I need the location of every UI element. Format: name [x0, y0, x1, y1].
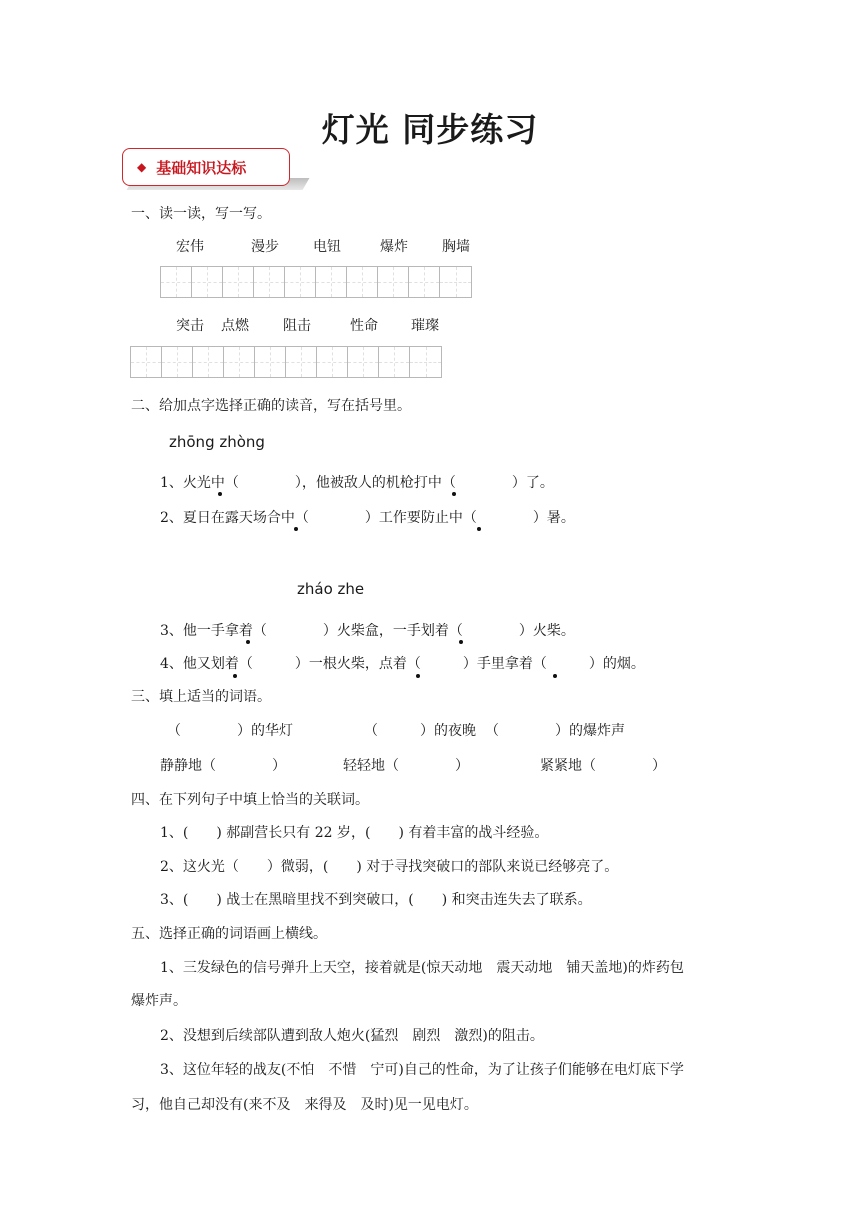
- grid-cell[interactable]: [440, 267, 471, 297]
- q2-pinyin-2: zháo zhe: [297, 580, 365, 598]
- q1-word-2: 漫步: [251, 239, 279, 255]
- emphasis-dot: [459, 640, 463, 644]
- emphasis-dot: [294, 527, 298, 531]
- emphasis-dot: [233, 674, 237, 678]
- q2-pinyin-1: zhōng zhòng: [169, 433, 265, 451]
- emphasis-dot: [416, 674, 420, 678]
- q4-line-1: 1、( ) 郝副营长只有 22 岁，( ) 有着丰富的战斗经验。: [160, 825, 549, 841]
- badge-label: 基础知识达标: [156, 158, 247, 177]
- q2-line-2: 2、夏日在露天场合中（ ）工作要防止中（ ）暑。: [160, 510, 575, 526]
- grid-cell[interactable]: [410, 347, 441, 377]
- diamond-icon: ◆: [137, 160, 147, 174]
- emphasis-dot: [246, 640, 250, 644]
- q1-heading: 一、读一读，写一写。: [131, 206, 271, 222]
- q5-line-1a: 1、三发绿色的信号弹升上天空，接着就是(惊天动地 震天动地 铺天盖地)的炸药包: [160, 960, 684, 976]
- q3-item-1: （ ）的华灯: [167, 723, 293, 739]
- q4-line-2: 2、这火光（ ）微弱，( ) 对于寻找突破口的部队来说已经够亮了。: [160, 859, 619, 875]
- q5-line-1b: 爆炸声。: [131, 993, 187, 1009]
- q2-heading: 二、给加点字选择正确的读音，写在括号里。: [131, 398, 411, 414]
- q1-word-4: 爆炸: [380, 239, 408, 255]
- section-badge: [122, 148, 306, 190]
- q3-item-5: 轻轻地（ ）: [343, 758, 469, 774]
- q1-word-10: 璀璨: [411, 318, 439, 334]
- q3-item-3: （ ）的爆炸声: [485, 723, 625, 739]
- q3-heading: 三、填上适当的词语。: [131, 689, 271, 705]
- grid-cell[interactable]: [161, 267, 192, 297]
- grid-cell[interactable]: [347, 267, 378, 297]
- q1-word-1: 宏伟: [176, 239, 204, 255]
- q3-item-4: 静静地（ ）: [160, 758, 286, 774]
- grid-cell[interactable]: [348, 347, 379, 377]
- grid-cell[interactable]: [317, 347, 348, 377]
- grid-cell[interactable]: [379, 347, 410, 377]
- grid-cell[interactable]: [223, 267, 254, 297]
- q4-heading: 四、在下列句子中填上恰当的关联词。: [131, 792, 369, 808]
- q1-word-6: 突击: [176, 318, 204, 334]
- emphasis-dot: [477, 527, 481, 531]
- emphasis-dot: [553, 674, 557, 678]
- grid-cell[interactable]: [378, 267, 409, 297]
- grid-cell[interactable]: [224, 347, 255, 377]
- grid-cell[interactable]: [285, 267, 316, 297]
- grid-cell[interactable]: [254, 267, 285, 297]
- q5-line-3a: 3、这位年轻的战友(不怕 不惜 宁可)自己的性命，为了让孩子们能够在电灯底下学: [160, 1062, 684, 1078]
- q3-item-2: （ ）的夜晚: [364, 723, 476, 739]
- grid-cell[interactable]: [316, 267, 347, 297]
- grid-cell[interactable]: [286, 347, 317, 377]
- badge-box: [122, 148, 290, 186]
- q1-word-9: 性命: [350, 318, 378, 334]
- q1-word-7: 点燃: [221, 318, 249, 334]
- emphasis-dot: [452, 492, 456, 496]
- writing-grid-row1[interactable]: [160, 266, 472, 298]
- q1-word-3: 电钮: [313, 239, 341, 255]
- writing-grid-row2[interactable]: [130, 346, 442, 378]
- q5-line-3b: 习，他自己却没有(来不及 来得及 及时)见一见电灯。: [131, 1097, 478, 1113]
- page-title: 灯光 同步练习: [321, 110, 539, 149]
- grid-cell[interactable]: [255, 347, 286, 377]
- emphasis-dot: [218, 492, 222, 496]
- q3-item-6: 紧紧地（ ）: [540, 758, 666, 774]
- grid-cell[interactable]: [193, 347, 224, 377]
- q2-line-3: 3、他一手拿着（ ）火柴盒，一手划着（ ）火柴。: [160, 623, 575, 639]
- q5-heading: 五、选择正确的词语画上横线。: [131, 926, 327, 942]
- q1-word-8: 阻击: [283, 318, 311, 334]
- q2-line-4: 4、他又划着（ ）一根火柴，点着（ ）手里拿着（ ）的烟。: [160, 656, 645, 672]
- q4-line-3: 3、( ) 战士在黑暗里找不到突破口，( ) 和突击连失去了联系。: [160, 892, 592, 908]
- q1-word-5: 胸墙: [442, 239, 470, 255]
- grid-cell[interactable]: [192, 267, 223, 297]
- q5-line-2: 2、没想到后续部队遭到敌人炮火(猛烈 剧烈 激烈)的阻击。: [160, 1028, 544, 1044]
- q2-line-1: 1、火光中（ ），他被敌人的机枪打中（ ）了。: [160, 475, 554, 491]
- grid-cell[interactable]: [131, 347, 162, 377]
- grid-cell[interactable]: [162, 347, 193, 377]
- grid-cell[interactable]: [409, 267, 440, 297]
